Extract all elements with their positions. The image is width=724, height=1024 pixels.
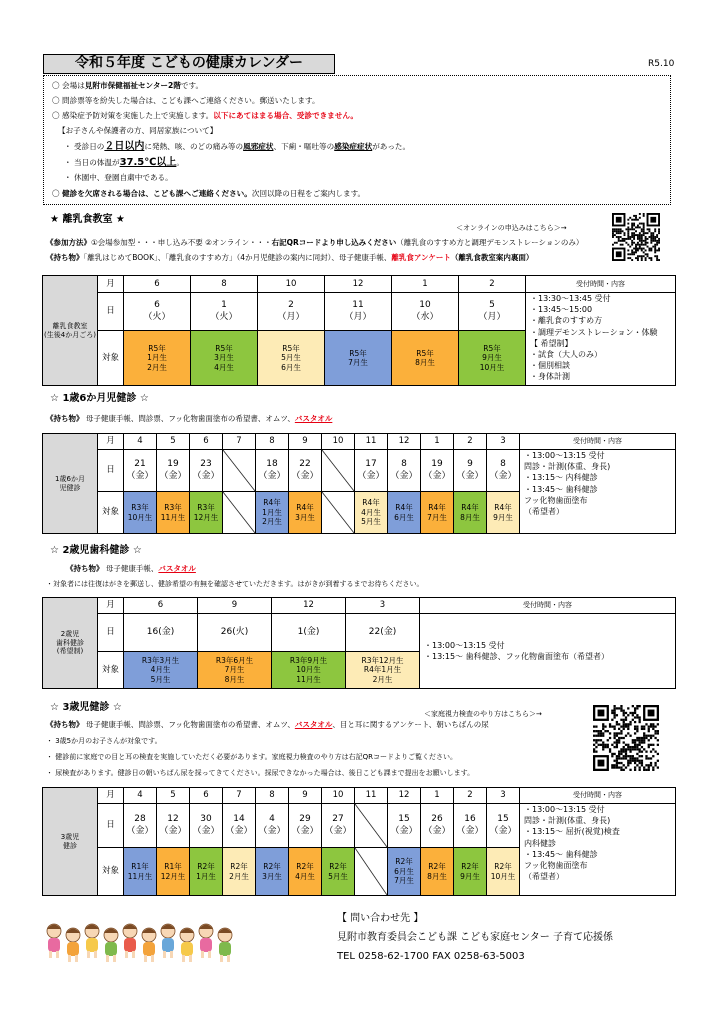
- day-cell: 11 （月）: [325, 293, 392, 331]
- month-header: 月: [98, 434, 124, 450]
- row-label: 3歳児 健診: [43, 788, 98, 896]
- target-cell: R2年 5月生: [322, 848, 355, 896]
- target-cell: R4年 1月生 2月生: [256, 492, 289, 534]
- checkup-18m-title: ☆ 1歳6か月児健診 ☆: [50, 393, 149, 404]
- month-cell: 11: [355, 788, 388, 804]
- target-cell: R4年 4月生 5月生: [355, 492, 388, 534]
- day-cell: 2 （月）: [258, 293, 325, 331]
- contact-tel: TEL 0258-62-1700 FAX 0258-63-5003: [337, 951, 525, 962]
- target-cell: R2年 6月生 7月生: [388, 848, 421, 896]
- dental-2y-note: ・対象者には往復はがきを郵送し、健診希望の有無を確認させていただきます。はがきが到着するまでお待ちください。: [46, 580, 424, 588]
- day-cell: [322, 450, 355, 492]
- reception-header: 受付時間・内容: [520, 434, 676, 450]
- target-cell: R3年3月生 4月生 5月生: [124, 652, 198, 689]
- target-cell: R5年 5月生 6月生: [258, 331, 325, 386]
- target-header: 対象: [98, 652, 124, 689]
- contact-dept: 見附市教育委員会こども課 こども家庭センター 子育て応援係: [337, 932, 613, 943]
- target-cell: R5年 9月生 10月生: [459, 331, 526, 386]
- reception-header: 受付時間・内容: [420, 598, 676, 614]
- reception-header: 受付時間・内容: [526, 276, 676, 293]
- day-header: 日: [98, 614, 124, 652]
- month-cell: 2: [459, 276, 526, 293]
- target-cell: R5年 7月生: [325, 331, 392, 386]
- day-cell: 12 （金）: [157, 804, 190, 848]
- month-cell: 1: [421, 788, 454, 804]
- target-cell: R3年 12月生: [190, 492, 223, 534]
- target-cell: R4年 8月生: [454, 492, 487, 534]
- target-cell: R3年 10月生: [124, 492, 157, 534]
- child-figure: [85, 924, 99, 958]
- day-cell: 19 （金）: [421, 450, 454, 492]
- target-cell: R2年 1月生: [190, 848, 223, 896]
- child-figure: [47, 924, 61, 958]
- row-label: 2歳児 歯科健診 (希望制): [43, 598, 98, 689]
- row-label: 離乳食教室 (生後4か月ごろ): [43, 276, 98, 386]
- month-cell: 4: [124, 434, 157, 450]
- month-cell: 3: [487, 434, 520, 450]
- month-cell: 7: [223, 434, 256, 450]
- target-cell: R4年 3月生: [289, 492, 322, 534]
- row-label: 1歳6か月 児健診: [43, 434, 98, 534]
- child-figure: [104, 928, 118, 962]
- target-cell: R2年 10月生: [487, 848, 520, 896]
- checkup-3y-note-2: ・ 健診前に家庭での目と耳の検査を実施していただく必要があります。家庭視力検査のやり方は右記QRコードよりご覧ください。: [46, 753, 458, 761]
- page-title: 令和５年度 こどもの健康カレンダー: [43, 54, 335, 74]
- month-cell: 6: [190, 788, 223, 804]
- weaning-class-table: [42, 275, 676, 386]
- month-cell: 12: [325, 276, 392, 293]
- month-cell: 3: [487, 788, 520, 804]
- checkup-3y-note-1: ・ 3歳5か月のお子さんが対象です。: [46, 737, 162, 745]
- month-cell: 8: [256, 434, 289, 450]
- month-cell: 4: [124, 788, 157, 804]
- day-cell: 30 （金）: [190, 804, 223, 848]
- month-cell: 2: [454, 788, 487, 804]
- checkup-18m-table: [42, 433, 676, 534]
- child-figure: [123, 924, 137, 958]
- month-cell: 6: [124, 276, 191, 293]
- target-cell: R2年 9月生: [454, 848, 487, 896]
- day-cell: 16 （金）: [454, 804, 487, 848]
- reception-info: ・13:00～13:15 受付 問診・計測(体重、身長) ・13:15～ 内科健診 ・13:45～ 歯科健診 フッ化物歯面塗布 （希望者）: [520, 450, 676, 534]
- checkup-3y-table: [42, 787, 676, 896]
- weaning-items: 《持ち物》「離乳はじめてBOOK」、「離乳食のすすめ方」（4か月児健診の案内に同封）、母子健康手帳、離乳食アンケート（離乳食教室案内裏面）: [46, 253, 534, 262]
- target-cell: R4年 9月生: [487, 492, 520, 534]
- day-cell: 8 （金）: [388, 450, 421, 492]
- month-cell: 5: [157, 788, 190, 804]
- child-figure: [218, 928, 232, 962]
- child-figure: [161, 924, 175, 958]
- day-cell: 22(金): [346, 614, 420, 652]
- month-cell: 9: [289, 434, 322, 450]
- contact-box: [337, 909, 613, 966]
- day-cell: 19 （金）: [157, 450, 190, 492]
- target-header: 対象: [98, 331, 124, 386]
- target-cell: R2年 2月生: [223, 848, 256, 896]
- month-cell: 3: [346, 598, 420, 614]
- month-cell: 7: [223, 788, 256, 804]
- checkup-3y-note-3: ・ 尿検査があります。健診日の朝いちばん尿を採ってきてください。採尿できなかった場合は、後日こども課まで提出をお願いします。: [46, 769, 475, 777]
- notice-box: 〇 会場は見附市保健福祉センター2階です。 〇 問診票等を紛失した場合は、こども課へご連絡ください。郵送いたします。 〇 感染症予防対策を実施した上で実施します。以下にあてはまる場合、受診できません。 【お子さんや保護者の方、同居家族について】 ・ 受診日の２日以内に発熱、咳、のどの痛み等の風邪症状、下痢・嘔吐等の感染症症状があった。 ・ 当日の体温が37.5℃以上。 ・ 休園中、登園自粛中である。 〇 健診を欠席される場合は、こども課へご連絡ください。次回以降の日程をご案内します。: [43, 75, 671, 205]
- month-cell: 6: [190, 434, 223, 450]
- day-header: 日: [98, 450, 124, 492]
- month-header: 月: [98, 788, 124, 804]
- month-cell: 12: [272, 598, 346, 614]
- weaning-method: 《参加方法》①会場参加型・・・申し込み不要 ②オンライン・・・右記QRコードより申し込みください（離乳食のすすめ方と調理デモンストレーションのみ）: [46, 238, 584, 247]
- target-cell: R3年6月生 7月生 8月生: [198, 652, 272, 689]
- dental-2y-items: 《持ち物》 母子健康手帳、バスタオル: [66, 564, 196, 573]
- version-label: R5.10: [648, 59, 675, 69]
- checkup-18m-items: 《持ち物》 母子健康手帳、問診票、フッ化物歯面塗布の希望書、オムツ、バスタオル: [46, 414, 333, 423]
- day-cell: 10 （水）: [392, 293, 459, 331]
- day-cell: 16(金): [124, 614, 198, 652]
- target-cell: R2年 4月生: [289, 848, 322, 896]
- month-cell: 9: [198, 598, 272, 614]
- month-cell: 12: [388, 788, 421, 804]
- month-header: 月: [98, 598, 124, 614]
- target-cell: R1年 12月生: [157, 848, 190, 896]
- day-cell: 1(金): [272, 614, 346, 652]
- day-cell: 15 （金）: [487, 804, 520, 848]
- month-header: 月: [98, 276, 124, 293]
- target-cell: R5年 8月生: [392, 331, 459, 386]
- reception-info: ・13:30～13:45 受付 ・13:45～15:00 ・離乳食のすすめ方 ・調理デモンストレーション・体験 【 希望制】 ・試食（大人のみ） ・個別相談 ・身体計測: [526, 293, 676, 386]
- day-cell: 4 （金）: [256, 804, 289, 848]
- target-cell: R4年 6月生: [388, 492, 421, 534]
- target-cell: [322, 492, 355, 534]
- day-cell: 21 （金）: [124, 450, 157, 492]
- day-header: 日: [98, 804, 124, 848]
- day-cell: [223, 450, 256, 492]
- day-cell: 23 （金）: [190, 450, 223, 492]
- target-cell: R2年 8月生: [421, 848, 454, 896]
- day-cell: 5 （月）: [459, 293, 526, 331]
- day-cell: 29 （金）: [289, 804, 322, 848]
- target-cell: R1年 11月生: [124, 848, 157, 896]
- month-cell: 1: [421, 434, 454, 450]
- eye-test-link-text[interactable]: ＜家庭視力検査のやり方はこちら＞→: [424, 710, 542, 718]
- target-header: 対象: [98, 848, 124, 896]
- dental-2y-title: ☆ 2歳児歯科健診 ☆: [50, 545, 142, 556]
- reception-info: ・13:00～13:15 受付 問診・計測(体重、身長) ・13:15～ 屈折(視覚)検査 内科健診 ・13:45～ 歯科健診 フッ化物歯面塗布 （希望者）: [520, 804, 676, 896]
- month-cell: 10: [258, 276, 325, 293]
- day-cell: 9 （金）: [454, 450, 487, 492]
- target-cell: R4年 7月生: [421, 492, 454, 534]
- child-figure: [199, 924, 213, 958]
- qr-code-online[interactable]: [612, 213, 660, 261]
- contact-title: 【 問い合わせ先 】: [337, 913, 424, 924]
- reception-info: ・13:00～13:15 受付 ・13:15～ 歯科健診、フッ化物歯面塗布（希望者）: [420, 614, 676, 689]
- month-cell: 9: [289, 788, 322, 804]
- child-figure: [180, 928, 194, 962]
- checkup-3y-title: ☆ 3歳児健診 ☆: [50, 702, 122, 713]
- target-cell: R5年 1月生 2月生: [124, 331, 191, 386]
- month-cell: 10: [322, 434, 355, 450]
- day-cell: 8 （金）: [487, 450, 520, 492]
- day-cell: 6 （火）: [124, 293, 191, 331]
- qr-code-eye-test[interactable]: [593, 705, 659, 771]
- day-cell: 15 （金）: [388, 804, 421, 848]
- weaning-class-title: ★ 離乳食教室 ★: [50, 214, 125, 225]
- month-cell: 2: [454, 434, 487, 450]
- online-link-text[interactable]: ＜オンラインの申込みはこちら＞→: [456, 224, 567, 232]
- month-cell: 10: [322, 788, 355, 804]
- day-cell: 14 （金）: [223, 804, 256, 848]
- day-header: 日: [98, 293, 124, 331]
- day-cell: 26 （金）: [421, 804, 454, 848]
- day-cell: [355, 804, 388, 848]
- day-cell: 22 （金）: [289, 450, 322, 492]
- month-cell: 11: [355, 434, 388, 450]
- day-cell: 18 （金）: [256, 450, 289, 492]
- target-cell: R2年 3月生: [256, 848, 289, 896]
- day-cell: 1 （火）: [191, 293, 258, 331]
- day-cell: 17 （金）: [355, 450, 388, 492]
- target-cell: R3年 11月生: [157, 492, 190, 534]
- dental-2y-table: [42, 597, 676, 689]
- target-cell: R3年9月生 10月生 11月生: [272, 652, 346, 689]
- month-cell: 8: [256, 788, 289, 804]
- target-cell: [355, 848, 388, 896]
- month-cell: 1: [392, 276, 459, 293]
- child-figure: [142, 928, 156, 962]
- month-cell: 8: [191, 276, 258, 293]
- child-figure: [66, 928, 80, 962]
- day-cell: 26(火): [198, 614, 272, 652]
- target-cell: R5年 3月生 4月生: [191, 331, 258, 386]
- month-cell: 6: [124, 598, 198, 614]
- target-header: 対象: [98, 492, 124, 534]
- reception-header: 受付時間・内容: [520, 788, 676, 804]
- target-cell: [223, 492, 256, 534]
- month-cell: 5: [157, 434, 190, 450]
- children-illustration: [44, 905, 244, 965]
- checkup-3y-items: 《持ち物》 母子健康手帳、問診票、フッ化物歯面塗布の希望書、オムツ、バスタオル、目と耳に関するアンケート、朝いちばんの尿: [46, 720, 489, 729]
- day-cell: 28 （金）: [124, 804, 157, 848]
- month-cell: 12: [388, 434, 421, 450]
- day-cell: 27 （金）: [322, 804, 355, 848]
- target-cell: R3年12月生 R4年1月生 2月生: [346, 652, 420, 689]
